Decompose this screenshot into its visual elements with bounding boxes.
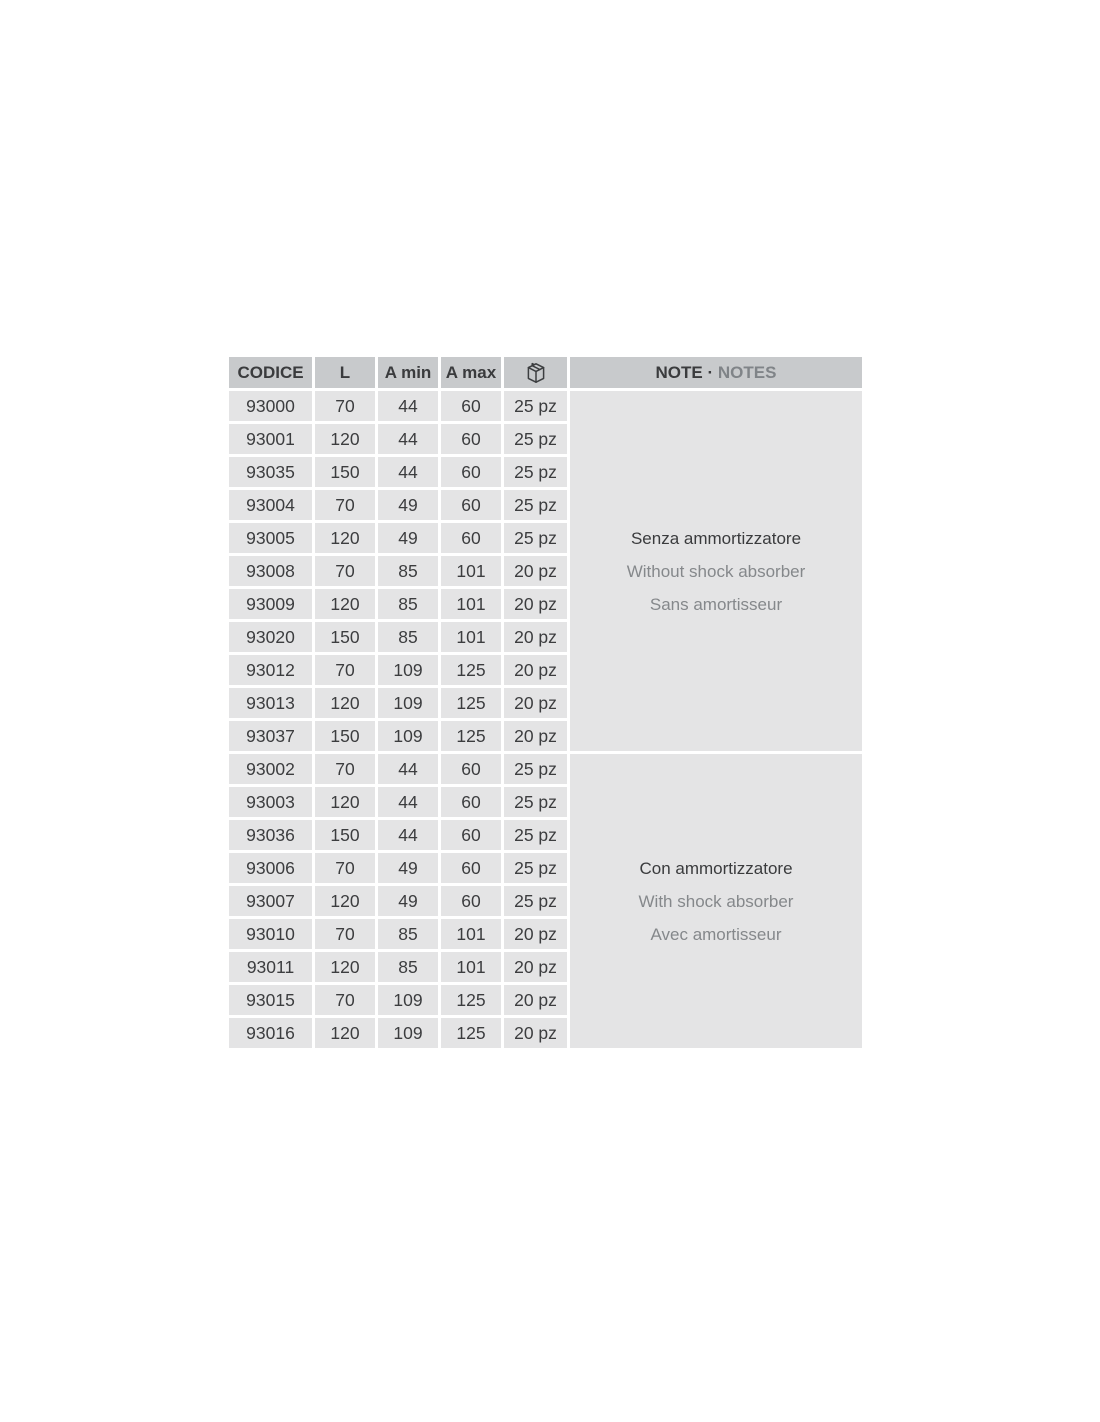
cell-codice: 93035 <box>229 457 312 487</box>
cell-a-max: 101 <box>441 919 501 949</box>
cell-codice: 93015 <box>229 985 312 1015</box>
note-fr-text: Sans amortisseur <box>649 594 783 614</box>
cell-codice: 93005 <box>229 523 312 553</box>
cell-l: 120 <box>315 589 375 619</box>
cell-pack-qty: 25 pz <box>504 490 567 520</box>
cell-l: 70 <box>315 985 375 1015</box>
note-it-text: Con ammortizzatore <box>639 858 793 878</box>
cell-codice: 93036 <box>229 820 312 850</box>
cell-codice: 93037 <box>229 721 312 751</box>
header-notes-label: NOTES <box>717 362 777 382</box>
cell-a-max: 60 <box>441 391 501 421</box>
cell-l: 70 <box>315 556 375 586</box>
cell-codice: 93010 <box>229 919 312 949</box>
cell-a-max: 60 <box>441 820 501 850</box>
cell-codice: 93016 <box>229 1018 312 1048</box>
cell-a-min: 85 <box>378 556 438 586</box>
cell-pack-qty: 25 pz <box>504 853 567 883</box>
cell-a-min: 85 <box>378 919 438 949</box>
cell-pack-qty: 20 pz <box>504 622 567 652</box>
cell-pack-qty: 25 pz <box>504 523 567 553</box>
cell-pack-qty: 25 pz <box>504 457 567 487</box>
cell-pack-qty: 20 pz <box>504 655 567 685</box>
cell-pack-qty: 20 pz <box>504 1018 567 1048</box>
cell-codice: 93013 <box>229 688 312 718</box>
cell-a-min: 85 <box>378 589 438 619</box>
cell-a-max: 125 <box>441 655 501 685</box>
cell-a-min: 109 <box>378 985 438 1015</box>
table-row <box>229 754 862 784</box>
cell-codice: 93012 <box>229 655 312 685</box>
header-a-max: A max <box>441 357 501 388</box>
cell-codice: 93011 <box>229 952 312 982</box>
cell-a-min: 109 <box>378 721 438 751</box>
cell-a-min: 44 <box>378 820 438 850</box>
header-l: L <box>315 357 375 388</box>
cell-a-max: 60 <box>441 787 501 817</box>
header-package <box>504 357 567 388</box>
cell-a-max: 60 <box>441 490 501 520</box>
note-fr-text: Avec amortisseur <box>650 924 782 944</box>
cell-a-max: 60 <box>441 424 501 454</box>
cell-a-min: 85 <box>378 622 438 652</box>
cell-a-min: 44 <box>378 787 438 817</box>
cell-l: 150 <box>315 721 375 751</box>
cell-codice: 93003 <box>229 787 312 817</box>
cell-a-max: 60 <box>441 886 501 916</box>
cell-codice: 93000 <box>229 391 312 421</box>
cell-codice: 93009 <box>229 589 312 619</box>
cell-l: 120 <box>315 523 375 553</box>
cell-l: 70 <box>315 919 375 949</box>
cell-a-max: 101 <box>441 622 501 652</box>
header-note-notes <box>570 357 862 388</box>
cell-a-max: 60 <box>441 754 501 784</box>
cell-l: 120 <box>315 424 375 454</box>
cell-a-min: 49 <box>378 523 438 553</box>
cell-pack-qty: 20 pz <box>504 985 567 1015</box>
cell-l: 150 <box>315 820 375 850</box>
cell-l: 120 <box>315 688 375 718</box>
cell-a-max: 125 <box>441 721 501 751</box>
cell-pack-qty: 25 pz <box>504 886 567 916</box>
cell-a-max: 125 <box>441 1018 501 1048</box>
cell-codice: 93007 <box>229 886 312 916</box>
cell-pack-qty: 25 pz <box>504 820 567 850</box>
note-group-2 <box>570 754 862 1048</box>
note-en-text: Without shock absorber <box>626 561 806 581</box>
cell-pack-qty: 20 pz <box>504 556 567 586</box>
cell-l: 120 <box>315 952 375 982</box>
cell-a-min: 109 <box>378 655 438 685</box>
cell-a-max: 101 <box>441 589 501 619</box>
cell-a-max: 60 <box>441 523 501 553</box>
cell-a-min: 85 <box>378 952 438 982</box>
cell-pack-qty: 20 pz <box>504 721 567 751</box>
cell-codice: 93001 <box>229 424 312 454</box>
cell-a-max: 60 <box>441 853 501 883</box>
header-codice: CODICE <box>229 357 312 388</box>
note-en-text: With shock absorber <box>638 891 794 911</box>
cell-a-min: 44 <box>378 754 438 784</box>
cell-a-max: 101 <box>441 556 501 586</box>
cell-a-min: 49 <box>378 490 438 520</box>
header-note-label: NOTE <box>655 362 703 382</box>
cell-pack-qty: 20 pz <box>504 589 567 619</box>
cell-l: 120 <box>315 1018 375 1048</box>
cell-a-max: 101 <box>441 952 501 982</box>
table-row <box>229 391 862 421</box>
cell-a-min: 44 <box>378 424 438 454</box>
package-icon <box>523 361 549 385</box>
cell-codice: 93004 <box>229 490 312 520</box>
cell-codice: 93002 <box>229 754 312 784</box>
cell-a-min: 44 <box>378 457 438 487</box>
note-group-1 <box>570 391 862 751</box>
note-it-text: Senza ammortizzatore <box>630 528 802 548</box>
product-spec-table <box>226 354 865 1051</box>
cell-pack-qty: 20 pz <box>504 952 567 982</box>
cell-a-min: 109 <box>378 688 438 718</box>
cell-a-max: 125 <box>441 985 501 1015</box>
cell-l: 150 <box>315 622 375 652</box>
cell-pack-qty: 20 pz <box>504 688 567 718</box>
cell-l: 120 <box>315 886 375 916</box>
cell-pack-qty: 25 pz <box>504 391 567 421</box>
cell-l: 70 <box>315 391 375 421</box>
cell-a-min: 109 <box>378 1018 438 1048</box>
cell-pack-qty: 25 pz <box>504 787 567 817</box>
header-row <box>229 357 862 388</box>
table-header <box>229 357 862 388</box>
cell-l: 70 <box>315 655 375 685</box>
cell-l: 70 <box>315 754 375 784</box>
cell-pack-qty: 25 pz <box>504 424 567 454</box>
cell-pack-qty: 25 pz <box>504 754 567 784</box>
header-a-min: A min <box>378 357 438 388</box>
header-note-separator: · <box>707 362 714 382</box>
cell-a-max: 60 <box>441 457 501 487</box>
cell-a-min: 44 <box>378 391 438 421</box>
cell-pack-qty: 20 pz <box>504 919 567 949</box>
cell-a-max: 125 <box>441 688 501 718</box>
cell-l: 70 <box>315 853 375 883</box>
cell-a-min: 49 <box>378 886 438 916</box>
cell-codice: 93020 <box>229 622 312 652</box>
table-body <box>229 391 862 1048</box>
cell-codice: 93006 <box>229 853 312 883</box>
cell-l: 120 <box>315 787 375 817</box>
cell-a-min: 49 <box>378 853 438 883</box>
cell-l: 150 <box>315 457 375 487</box>
cell-codice: 93008 <box>229 556 312 586</box>
cell-l: 70 <box>315 490 375 520</box>
